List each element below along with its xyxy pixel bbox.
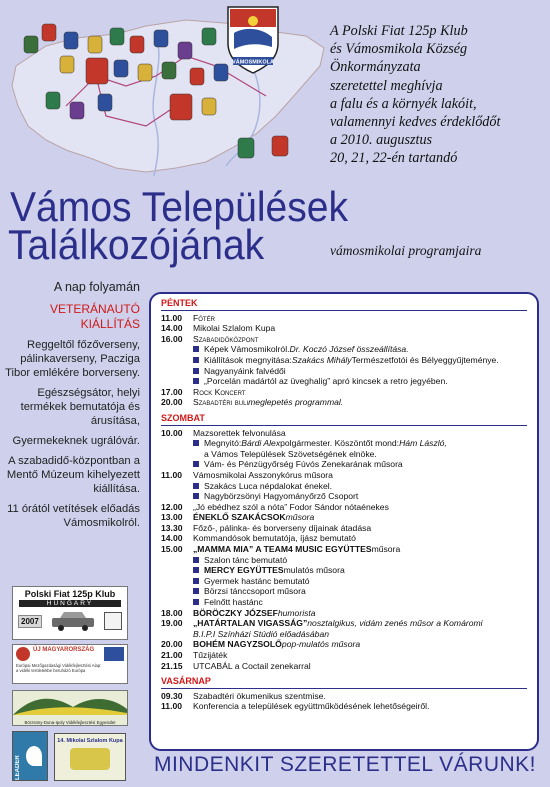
event: Szakács Luca népdalokat énekel. bbox=[204, 480, 333, 491]
time: 13.30 bbox=[161, 522, 183, 533]
time: 10.00 bbox=[161, 427, 183, 438]
invite-line: Önkormányzata bbox=[330, 59, 421, 76]
title-subtitle: vámosmikolai programjaira bbox=[330, 243, 482, 258]
leaf-icon bbox=[26, 746, 42, 766]
umft-title: ÚJ MAGYARORSZÁG bbox=[33, 647, 95, 653]
program-row bbox=[161, 470, 527, 481]
event: Rock Koncert bbox=[193, 386, 246, 397]
event-person: Hám László, bbox=[399, 438, 447, 449]
event: BÖRÖCZKY JÓZSEF bbox=[193, 607, 278, 618]
event: UTCABÁL a Coctail zenekarral bbox=[193, 660, 311, 671]
program-row bbox=[161, 502, 527, 513]
event: MERCY EGYÜTTES bbox=[204, 565, 284, 576]
crest-icon bbox=[162, 62, 176, 79]
program-row bbox=[161, 618, 527, 629]
crest-icon bbox=[88, 36, 102, 53]
time: 11.00 bbox=[161, 469, 183, 480]
time: 13.00 bbox=[161, 512, 183, 523]
time: 12.00 bbox=[161, 501, 183, 512]
program-subrow bbox=[161, 459, 527, 470]
event: Szalon tánc bemutató bbox=[204, 554, 288, 565]
event: Gyermek hastánc bemutató bbox=[204, 575, 310, 586]
crest-icon bbox=[64, 32, 78, 49]
event-person: Szakács Mihály bbox=[291, 354, 352, 365]
car-icon bbox=[50, 610, 96, 632]
crest-icon bbox=[202, 98, 216, 115]
day-heading: PÉNTEK bbox=[161, 298, 527, 311]
leader-text: Börzsöny-Duna-Ipoly Vidékfejlesztési Egyesület bbox=[24, 720, 116, 725]
bullet-icon bbox=[193, 493, 199, 499]
time: 20.00 bbox=[161, 397, 183, 408]
event: „MAMMA MIA” A TEAM4 MUSIC EGYÜTTES bbox=[193, 544, 372, 555]
left-paragraph: A szabadidő-központban a Mentő Múzeum kihelyezett kiállítása. bbox=[6, 455, 140, 495]
footer-slogan: MINDENKIT SZERETETTEL VÁRUNK! bbox=[153, 753, 537, 776]
hungary-flag-icon bbox=[16, 647, 30, 661]
title-line-2: Találkozójának bbox=[8, 221, 265, 268]
program-row bbox=[161, 608, 527, 619]
time: 14.00 bbox=[161, 323, 183, 334]
day-pentek bbox=[161, 298, 527, 408]
crest-label: VÁMOSMIKOLA bbox=[232, 59, 274, 66]
time: 18.00 bbox=[161, 607, 183, 618]
program-subrow bbox=[161, 576, 527, 587]
time: 16.00 bbox=[161, 333, 183, 344]
program-subrow bbox=[161, 366, 527, 377]
vamosmikola-crest-icon bbox=[224, 3, 282, 75]
crest-icon bbox=[170, 94, 192, 120]
time: 17.00 bbox=[161, 386, 183, 397]
event: humorista bbox=[277, 607, 316, 618]
event: meglepetés programmal. bbox=[248, 397, 344, 408]
leader-logo bbox=[12, 731, 48, 781]
day-szombat bbox=[161, 413, 527, 671]
event: Szabadtéri buli bbox=[193, 397, 249, 408]
fiat-logo-title: Polski Fiat 125p Klub bbox=[24, 589, 116, 599]
fiat-logo-sub: HUNGARY bbox=[19, 600, 121, 607]
time: 11.00 bbox=[161, 312, 183, 323]
uj-magyarorszag-logo bbox=[12, 644, 128, 684]
event-person: Bárdi Alex bbox=[241, 438, 281, 449]
day-heading: SZOMBAT bbox=[161, 413, 527, 426]
bullet-icon bbox=[193, 578, 199, 584]
event: „HATÁRTALAN VIGASSÁG” bbox=[193, 618, 308, 629]
time: 21.00 bbox=[161, 650, 183, 660]
event: Természetfotói és Bélyeggyűjteménye. bbox=[351, 354, 499, 365]
event: Tűzijáték bbox=[193, 650, 228, 660]
event: Megnyitó: bbox=[204, 438, 242, 449]
leader-label: LEADER bbox=[15, 755, 21, 780]
event: pop-mulatós műsora bbox=[281, 639, 361, 650]
time: 11.00 bbox=[161, 701, 183, 712]
left-paragraph: 11 órától vetítések előadás Vámosmikolról. bbox=[7, 503, 140, 529]
bullet-icon bbox=[193, 588, 199, 594]
left-column bbox=[0, 280, 140, 536]
left-paragraph: Egészségsátor, helyi termékek bemutatója és árusítása, bbox=[20, 387, 140, 427]
title-line-1: Vámos Települések bbox=[10, 183, 349, 230]
program-subrow bbox=[161, 597, 527, 608]
nap-folyaman: A nap folyamán bbox=[53, 280, 140, 294]
invitation-text bbox=[330, 22, 545, 168]
invite-line: valamennyi kedves érdeklődőt bbox=[330, 114, 501, 131]
program-row bbox=[161, 334, 527, 345]
event: Vámosmikolai Asszonykórus műsora bbox=[193, 469, 333, 480]
program-subrow-cont: a Vámos Települések Szövetségének elnöke. bbox=[204, 448, 377, 459]
program-subrow-cont bbox=[161, 629, 527, 640]
event: Kiállítások megnyitása: bbox=[204, 354, 292, 365]
event: BOHÉM NAGYZSOLŐ bbox=[193, 639, 282, 650]
bullet-icon bbox=[193, 440, 199, 446]
bullet-icon bbox=[193, 378, 199, 384]
program-row bbox=[161, 661, 527, 672]
left-paragraph: Reggeltől főzőverseny, pálinkaverseny, Pacziga Tibor emlékére borverseny. bbox=[5, 339, 140, 379]
time: 14.00 bbox=[161, 533, 183, 544]
crest-icon bbox=[46, 92, 60, 109]
left-paragraph: Gyermekeknek ugrálóvár. bbox=[12, 435, 140, 447]
event: műsora bbox=[285, 512, 315, 523]
crest-icon bbox=[24, 36, 38, 53]
time: 19.00 bbox=[161, 618, 183, 629]
invite-line: a falu és a környék lakóit, bbox=[330, 95, 477, 112]
trophy-icon bbox=[70, 748, 110, 770]
program-row bbox=[161, 533, 527, 544]
program-row bbox=[161, 701, 527, 712]
invite-line: a 2010. augusztus bbox=[330, 132, 433, 149]
invite-line: szeretettel meghívja bbox=[330, 77, 443, 94]
bullet-icon bbox=[193, 357, 199, 363]
program-subrow bbox=[161, 344, 527, 355]
program-box bbox=[149, 292, 539, 751]
program-subrow bbox=[161, 586, 527, 597]
crest-icon bbox=[190, 68, 204, 85]
day-vasarnap bbox=[161, 676, 527, 712]
eu-flag-icon bbox=[104, 647, 124, 661]
time: 15.00 bbox=[161, 544, 183, 555]
program-row bbox=[161, 397, 527, 408]
program-row bbox=[161, 691, 527, 702]
crest-icon bbox=[42, 24, 56, 41]
invite-line: A Polski Fiat 125p Klub bbox=[330, 23, 468, 39]
event: Képek Vámosmikolról. bbox=[204, 344, 290, 355]
time: 09.30 bbox=[161, 690, 183, 701]
event: mulatós műsora bbox=[283, 565, 345, 576]
event: Mazsorettek felvonulása bbox=[193, 427, 286, 438]
event: B.I.P.I Színházi Stúdió előadásában bbox=[193, 628, 330, 639]
bullet-icon bbox=[193, 368, 199, 374]
crest-icon bbox=[238, 138, 254, 158]
event: Főtér bbox=[193, 312, 215, 323]
event: Mikolai Szlalom Kupa bbox=[193, 323, 276, 334]
time: 21.15 bbox=[161, 660, 183, 671]
crest-icon bbox=[98, 94, 112, 111]
leader-and-kupa-logos bbox=[12, 731, 128, 783]
umft-line1: Európai Mezőgazdasági Vidékfejlesztési Alap: bbox=[16, 663, 102, 668]
bullet-icon bbox=[193, 599, 199, 605]
bullet-icon bbox=[193, 557, 199, 563]
bullet-icon bbox=[193, 346, 199, 352]
crest-icon bbox=[202, 28, 216, 45]
program-row bbox=[161, 650, 527, 661]
fiat-logo-year: 2007 bbox=[18, 615, 42, 628]
day-heading: VASÁRNAP bbox=[161, 676, 527, 689]
club-badge-icon bbox=[104, 612, 122, 630]
event-person: Dr. Koczó József összeállítása. bbox=[289, 344, 409, 355]
event: Konferencia a települések együttműködésének lehetőségeiről. bbox=[193, 701, 430, 712]
event: polgármester. Köszöntőt mond: bbox=[280, 438, 400, 449]
event: „Jó ebédhez szól a nóta” Fodor Sándor nótaénekes bbox=[193, 501, 389, 512]
program-row bbox=[161, 428, 527, 439]
program-row bbox=[161, 387, 527, 398]
program-subrow bbox=[161, 491, 527, 502]
invite-line: és Vámosmikola Község bbox=[330, 41, 468, 58]
polski-fiat-club-logo bbox=[12, 586, 128, 640]
event: „Porcelán madártól az üveghalig” apró kincsek a retro jegyében. bbox=[204, 376, 448, 387]
program-row bbox=[161, 313, 527, 324]
crest-icon bbox=[110, 28, 124, 45]
veteran-auto-heading: VETERÁNAUTÓ KIÁLLÍTÁS bbox=[49, 302, 140, 331]
event: Börzsi tánccsoport műsora bbox=[204, 586, 306, 597]
event: Szabadtéri ökumenikus szentmise. bbox=[193, 690, 326, 701]
invite-line: 20, 21, 22-én tartandó bbox=[330, 150, 458, 167]
program-subrow bbox=[161, 355, 527, 366]
event: Nagyanyáink falvédői bbox=[204, 365, 286, 376]
program-row bbox=[161, 323, 527, 334]
kupa-text: 14. Mikolai Szlalom Kupa bbox=[57, 738, 123, 744]
event: Nagybörzsönyi Hagyományőrző Csoport bbox=[204, 491, 359, 502]
crest-icon bbox=[130, 36, 144, 53]
bullet-icon bbox=[193, 567, 199, 573]
program-subrow bbox=[161, 555, 527, 566]
program-subrow bbox=[161, 438, 527, 449]
event: Vám- és Pénzügyőrség Fúvós Zenekarának műsora bbox=[204, 459, 403, 470]
program-subrow bbox=[161, 376, 527, 387]
crest-icon bbox=[114, 60, 128, 77]
event: Felnőtt hastánc bbox=[204, 597, 263, 608]
program-row bbox=[161, 512, 527, 523]
event: Kommandósok bemutatója, íjász bemutató bbox=[193, 533, 356, 544]
crest-icon bbox=[60, 56, 74, 73]
umft-line2: a vidéki területekbe beruházó Európa bbox=[16, 668, 86, 673]
event: műsora bbox=[371, 544, 401, 555]
borzsony-duna-ipoly-logo bbox=[12, 690, 128, 726]
program-row bbox=[161, 544, 527, 555]
event: nosztalgikus, vidám zenés műsor a Komáromi bbox=[307, 618, 483, 629]
crest-icon bbox=[138, 64, 152, 81]
program-subrow bbox=[161, 565, 527, 576]
time: 20.00 bbox=[161, 639, 183, 650]
event: Főző-, pálinka- és borverseny díjainak átadása bbox=[193, 522, 372, 533]
event: ÉNEKLŐ SZAKÁCSOK bbox=[193, 512, 286, 523]
program-row bbox=[161, 639, 527, 650]
bullet-icon bbox=[193, 461, 199, 467]
hills-icon bbox=[13, 691, 127, 715]
event: Szabadidőközpont bbox=[193, 333, 259, 344]
crest-icon bbox=[178, 42, 192, 59]
crest-icon bbox=[86, 58, 108, 84]
szlalom-kupa-logo bbox=[54, 733, 126, 781]
crest-icon bbox=[70, 102, 84, 119]
crest-icon bbox=[154, 30, 168, 47]
crest-icon bbox=[272, 136, 288, 156]
program-subrow bbox=[161, 481, 527, 492]
program-row bbox=[161, 523, 527, 534]
bullet-icon bbox=[193, 483, 199, 489]
